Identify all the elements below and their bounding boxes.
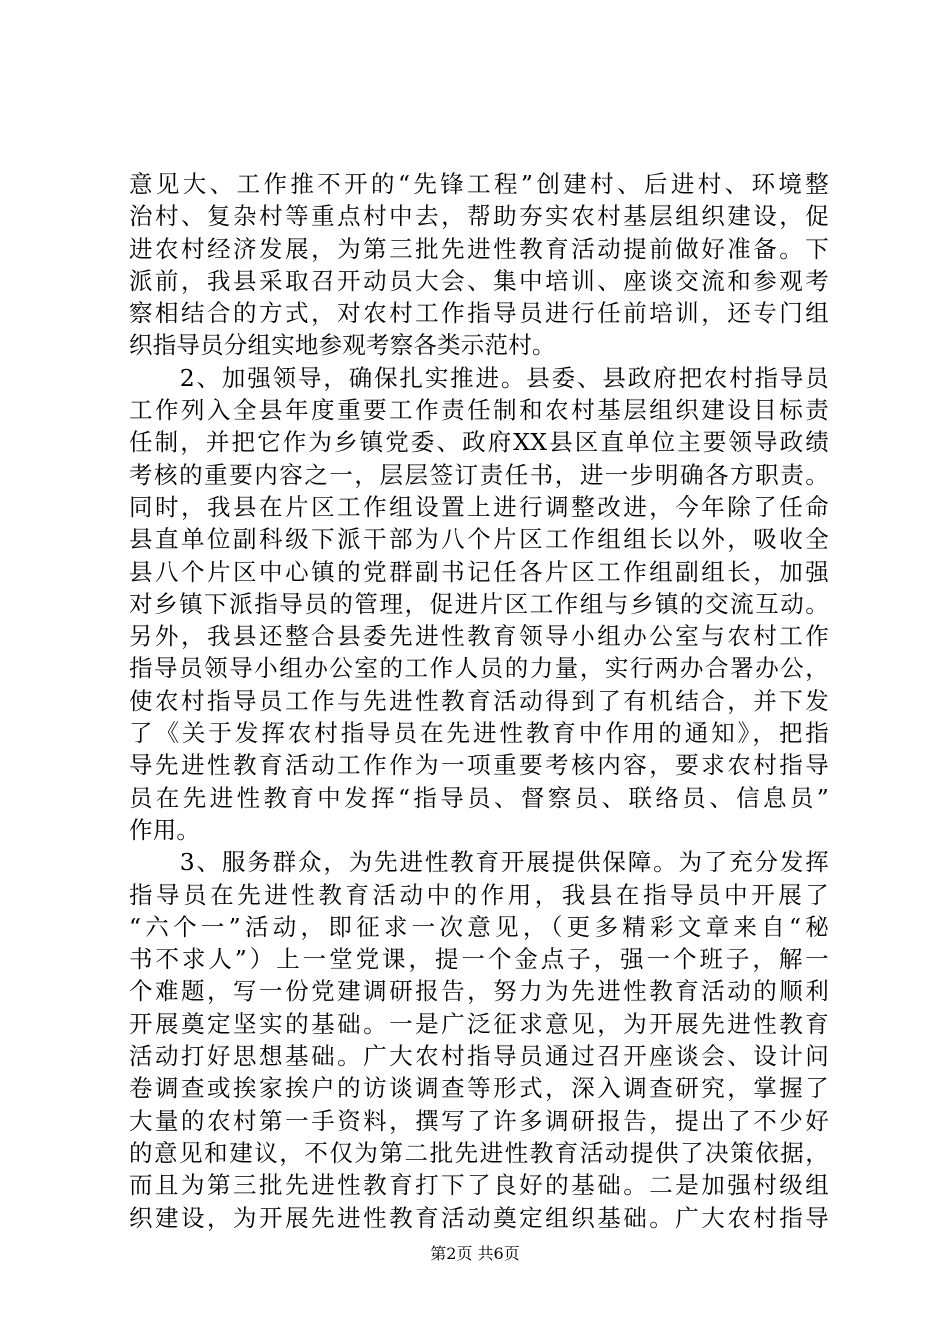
text-line: 织指导员分组实地参观考察各类示范村。 (129, 331, 556, 360)
text-line: 卷调查或挨家挨户的访谈调查等形式，深入调查研究，掌握了 (129, 1074, 829, 1103)
text-line: 活动打好思想基础。广大农村指导员通过召开座谈会、设计问 (129, 1042, 829, 1071)
text-line: 意见大、工作推不开的“先锋工程”创建村、后进村、环境整 (129, 170, 829, 198)
text-line: 任制，并把它作为乡镇党委、政府XX县区直单位主要领导政绩 (129, 428, 829, 457)
text-line: 大量的农村第一手资料，撰写了许多调研报告，提出了不少好 (129, 1106, 829, 1135)
text-line: 对乡镇下派指导员的管理，促进片区工作组与乡镇的交流互动。 (129, 589, 829, 618)
text-line: 县直单位副科级下派干部为八个片区工作组组长以外，吸收全 (129, 525, 829, 554)
page-number-footer: 第2页 共6页 (430, 1244, 520, 1263)
text-line: 员在先进性教育中发挥“指导员、督察员、联络员、信息员” (129, 783, 829, 812)
text-line: 2、加强领导，确保扎实推进。县委、县政府把农村指导员 (129, 363, 829, 392)
text-line: 而且为第三批先进性教育打下了良好的基础。二是加强村级组 (129, 1171, 829, 1200)
text-line: 作用。 (129, 815, 201, 844)
text-line: 同时，我县在片区工作组设置上进行调整改进，今年除了任命 (129, 492, 829, 521)
text-line: 考核的重要内容之一，层层签订责任书，进一步明确各方职责。 (129, 460, 829, 489)
text-line: 了《关于发挥农村指导员在先进性教育中作用的通知》，把指 (129, 719, 829, 748)
text-line: 指导员领导小组办公室的工作人员的力量，实行两办合署办公， (129, 654, 829, 683)
text-line: 治村、复杂村等重点村中去，帮助夯实农村基层组织建设，促 (129, 202, 829, 231)
text-line: 另外，我县还整合县委先进性教育领导小组办公室与农村工作 (129, 622, 829, 651)
text-line: 书不求人”）上一堂党课，提一个金点子，强一个班子，解一 (129, 945, 829, 974)
text-line: 的意见和建议，不仅为第二批先进性教育活动提供了决策依据， (129, 1138, 829, 1167)
text-line: 县八个片区中心镇的党群副书记任各片区工作组副组长，加强 (129, 557, 829, 586)
text-line: 使农村指导员工作与先进性教育活动得到了有机结合，并下发 (129, 686, 829, 715)
text-line: 进农村经济发展，为第三批先进性教育活动提前做好准备。下 (129, 234, 829, 263)
text-line: 工作列入全县年度重要工作责任制和农村基层组织建设目标责 (129, 396, 829, 425)
text-line: 察相结合的方式，对农村工作指导员进行任前培训，还专门组 (129, 299, 829, 328)
text-line: 开展奠定坚实的基础。一是广泛征求意见，为开展先进性教育 (129, 1009, 829, 1038)
text-line: 个难题，写一份党建调研报告，努力为先进性教育活动的顺利 (129, 977, 829, 1006)
text-line: “六个一”活动，即征求一次意见，（更多精彩文章来自“秘 (129, 912, 829, 941)
text-line: 派前，我县采取召开动员大会、集中培训、座谈交流和参观考 (129, 266, 829, 295)
text-line: 织建设，为开展先进性教育活动奠定组织基础。广大农村指导 (129, 1203, 829, 1232)
text-line: 指导员在先进性教育活动中的作用，我县在指导员中开展了 (129, 880, 829, 909)
text-line: 3、服务群众，为先进性教育开展提供保障。为了充分发挥 (129, 848, 829, 877)
body-text (129, 168, 829, 1234)
text-line: 导先进性教育活动工作作为一项重要考核内容，要求农村指导 (129, 751, 829, 780)
